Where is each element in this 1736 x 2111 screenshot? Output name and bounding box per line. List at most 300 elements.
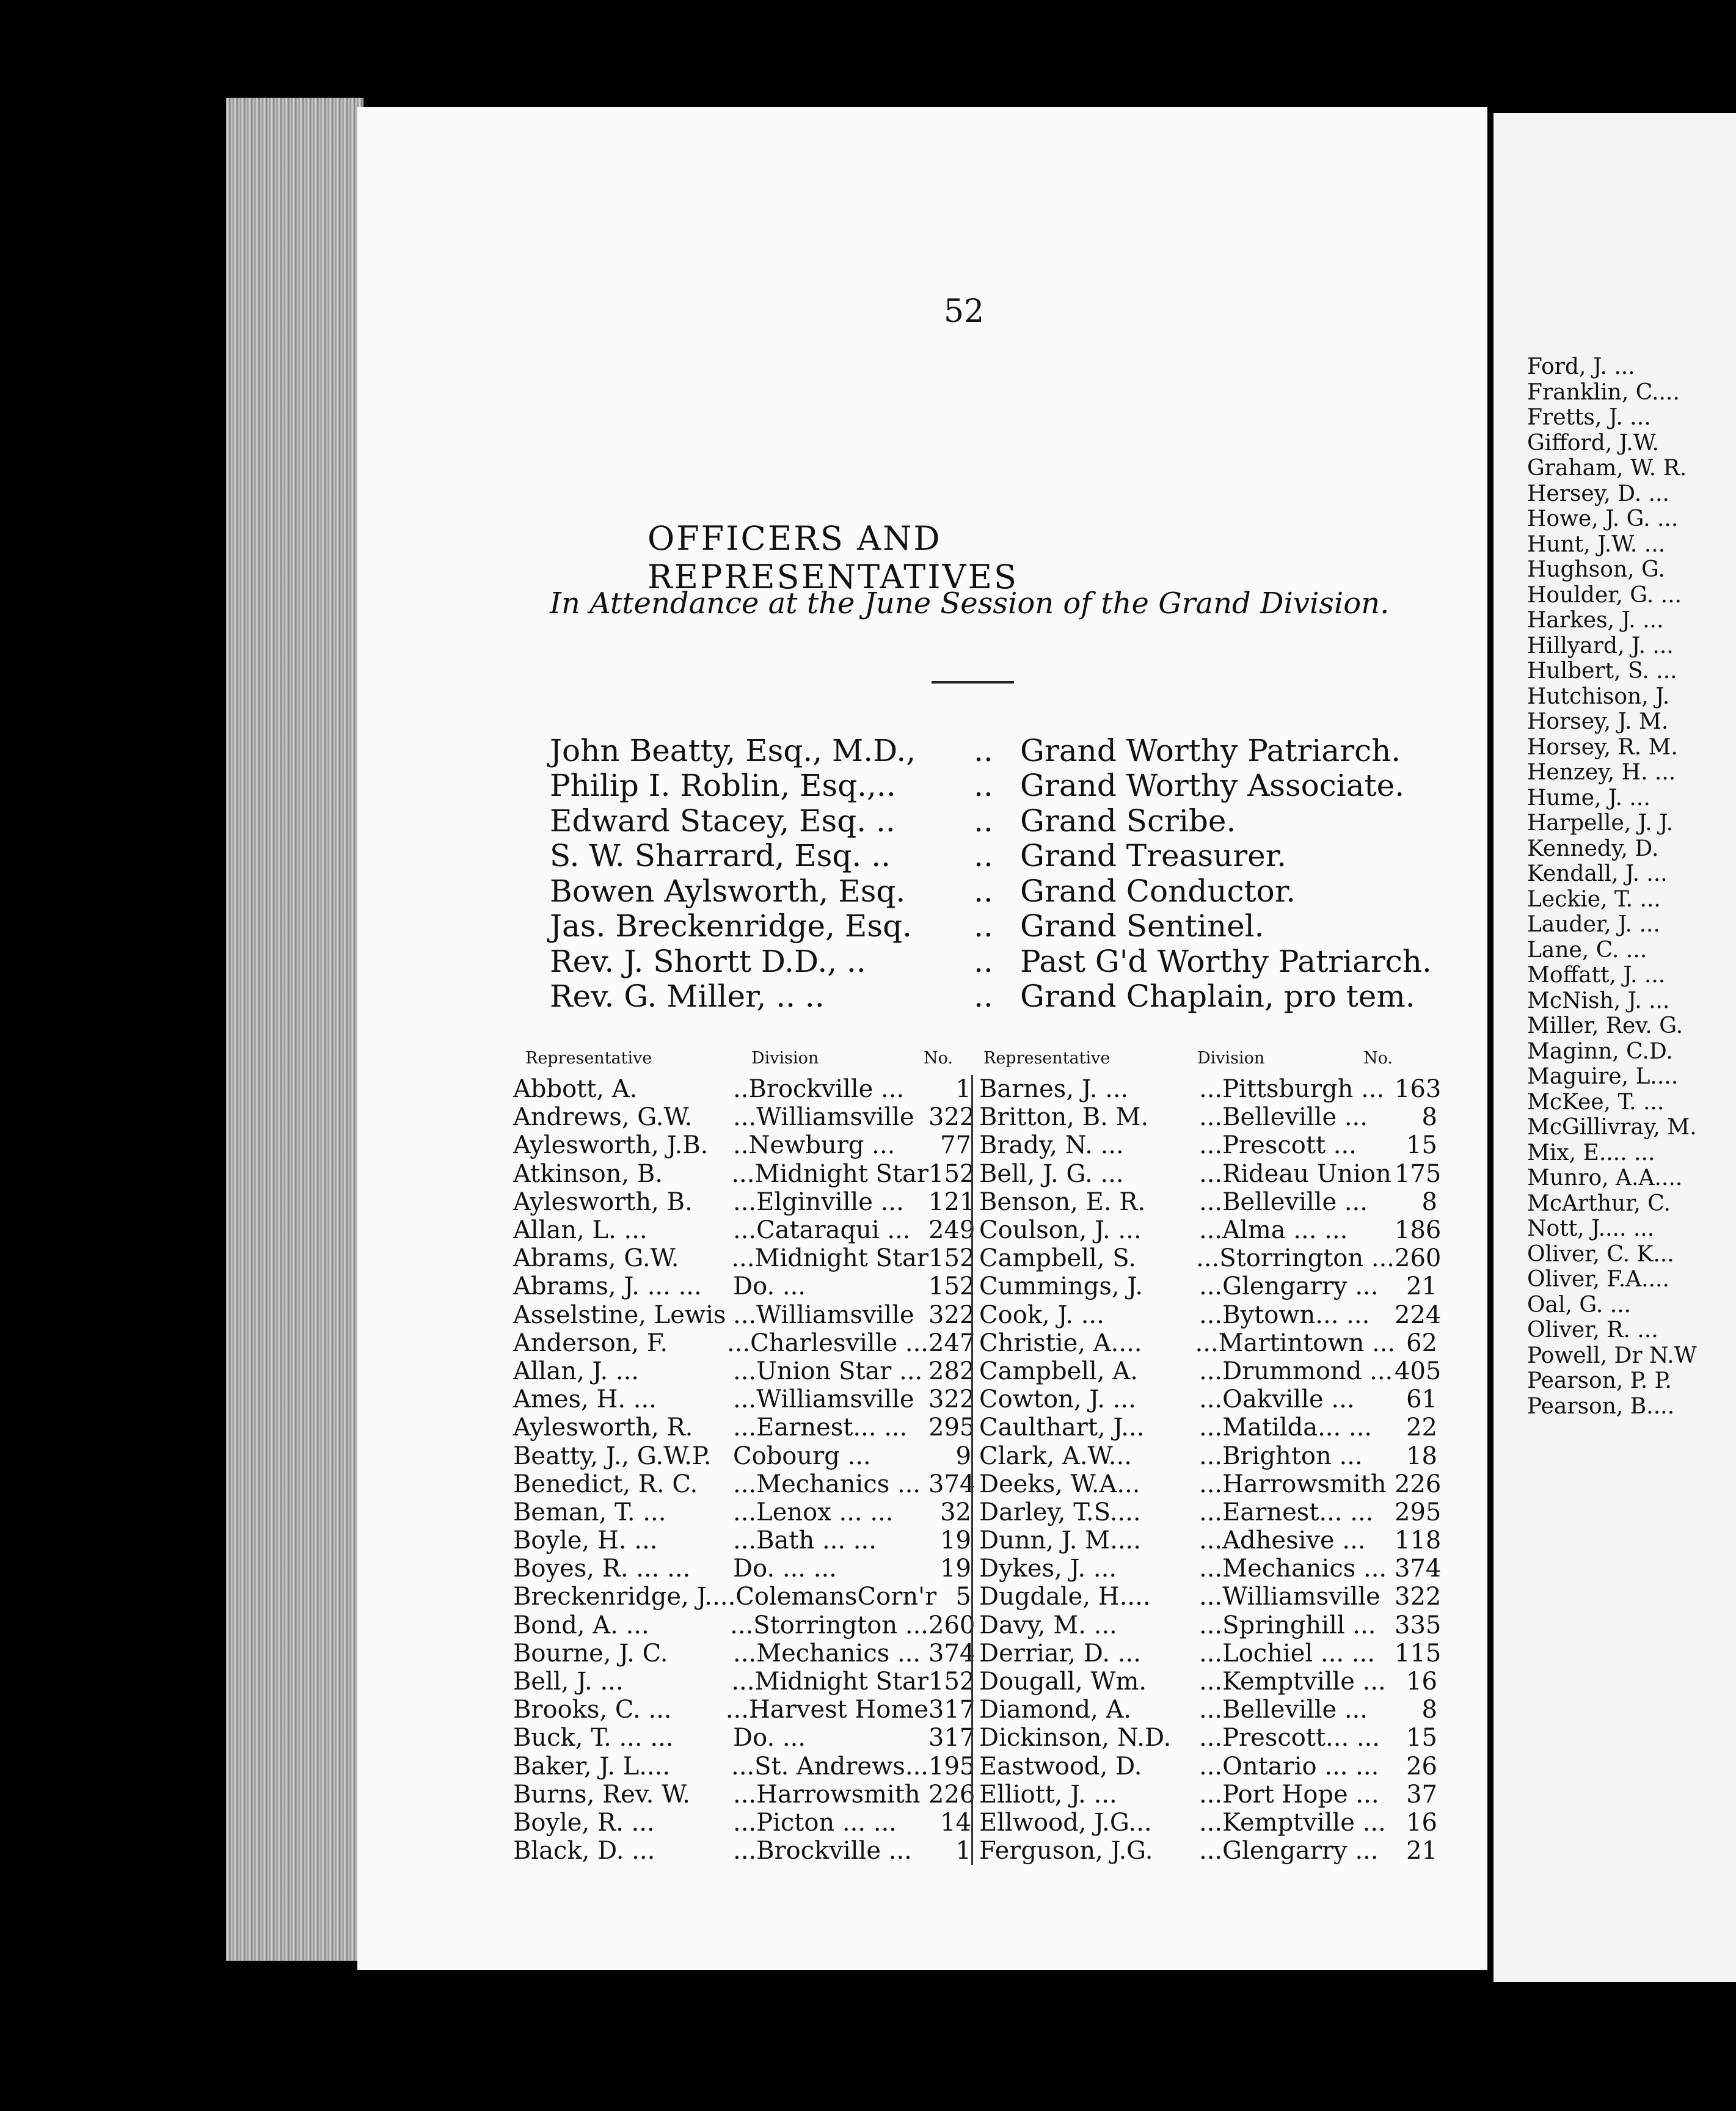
representatives-right-column [971, 1075, 1442, 1865]
representative-division: ...Harrowsmith [733, 1780, 921, 1809]
table-row [513, 1526, 971, 1555]
table-row [513, 1696, 976, 1724]
officer-name: S. W. Sharrard, Esq. .. [550, 838, 891, 874]
representative-division: ...Brockville ... [733, 1837, 912, 1865]
table-row [979, 1188, 1437, 1216]
officer-office: Grand Chaplain, pro tem. [1020, 979, 1415, 1015]
representative-name: Benson, E. R. [979, 1187, 1146, 1216]
representative-division: ...Kemptville ... [1199, 1668, 1386, 1696]
list-item: Mix, E.... ... [1527, 1140, 1655, 1165]
list-item: Hunt, J.W. ... [1527, 531, 1666, 557]
list-item: Harkes, J. ... [1527, 608, 1664, 633]
representative-name: Boyes, R. ... ... [513, 1555, 691, 1583]
list-item: Oliver, F.A.... [1527, 1267, 1669, 1292]
representative-name: Dougall, Wm. [979, 1668, 1147, 1696]
list-item: Harpelle, J. J. [1527, 811, 1674, 836]
officer-office: Past G'd Worthy Patriarch. [1020, 943, 1432, 979]
list-item: Maguire, L.... [1527, 1064, 1679, 1090]
representative-name: Barnes, J. ... [979, 1075, 1129, 1104]
table-row [979, 1639, 1442, 1668]
representative-division: ...Lenox ... ... [733, 1498, 894, 1526]
representative-no: 118 [1395, 1526, 1442, 1555]
representatives-table [513, 1041, 1442, 1865]
list-item: Lane, C. ... [1527, 937, 1647, 963]
representative-division: ...Belleville ... [1199, 1696, 1368, 1724]
table-row [513, 1639, 976, 1668]
list-item: Horsey, R. M. [1527, 734, 1678, 760]
table-row [513, 1555, 971, 1583]
representative-no: 152 [928, 1668, 976, 1696]
representative-no: 121 [928, 1187, 976, 1216]
table-row [513, 1724, 976, 1752]
divider-rule [932, 681, 1014, 684]
representative-division: ...Bytown... ... [1199, 1300, 1370, 1329]
representative-no: 152 [928, 1159, 976, 1188]
representative-division: ...Prescott... ... [1199, 1724, 1380, 1752]
representative-name: Dickinson, N.D. [979, 1724, 1172, 1752]
officer-row [550, 839, 1435, 874]
table-row [979, 1837, 1437, 1865]
representative-division: ...Mechanics ... [733, 1639, 921, 1668]
representative-no: 175 [1395, 1159, 1442, 1188]
officer-office: Grand Sentinel. [1020, 908, 1264, 944]
officer-leader-dots: .. [974, 943, 993, 979]
representative-no: 18 [1406, 1442, 1437, 1470]
representative-division: ...Mechanics ... [733, 1470, 921, 1498]
representative-division: ...Adhesive ... [1199, 1526, 1366, 1555]
representative-no: 374 [928, 1470, 976, 1498]
table-row [979, 1357, 1442, 1385]
representative-division: ...Earnest... ... [733, 1413, 908, 1442]
representative-division: ...Kemptville ... [1199, 1808, 1386, 1837]
representative-division: ...Midnight Star [731, 1159, 928, 1188]
representative-no: 115 [1395, 1639, 1442, 1668]
representative-no: 249 [928, 1216, 976, 1245]
table-row [513, 1357, 976, 1385]
representative-no: 8 [1421, 1103, 1437, 1132]
table-row [513, 1470, 976, 1498]
table-row [979, 1329, 1437, 1357]
list-item: Kennedy, D. [1527, 836, 1659, 861]
representative-name: Bourne, J. C. [513, 1639, 668, 1668]
officer-leader-dots: .. [974, 732, 993, 768]
representative-name: Clark, A.W... [979, 1442, 1132, 1470]
representative-name: Asselstine, Lewis [513, 1300, 726, 1329]
officer-office: Grand Worthy Patriarch. [1020, 732, 1401, 768]
representative-no: 260 [1395, 1244, 1442, 1273]
representative-division: ...Prescott ... [1199, 1131, 1357, 1160]
representative-name: Ellwood, J.G... [979, 1808, 1152, 1837]
representative-no: 226 [928, 1780, 976, 1809]
list-item: Hulbert, S. ... [1527, 658, 1677, 684]
representative-name: Burns, Rev. W. [513, 1780, 690, 1809]
list-item: Henzey, H. ... [1527, 760, 1676, 786]
representative-name: Darley, T.S.... [979, 1498, 1141, 1526]
representative-no: 260 [928, 1611, 976, 1639]
table-row [513, 1780, 976, 1809]
representative-no: 61 [1406, 1385, 1437, 1414]
table-row [979, 1159, 1442, 1188]
representative-division: ...Cataraqui ... [733, 1216, 911, 1245]
representative-name: Campbell, S. [979, 1244, 1136, 1273]
representative-division: ...Port Hope ... [1199, 1780, 1379, 1809]
representative-division: ...Bath ... ... [733, 1526, 877, 1555]
list-item: Horsey, J. M. [1527, 709, 1669, 735]
representative-name: Brady, N. ... [979, 1131, 1124, 1160]
representative-division: ...Glengarry ... [1199, 1272, 1379, 1301]
table-row [979, 1300, 1442, 1329]
officer-name: Philip I. Roblin, Esq.,.. [550, 768, 896, 804]
list-item: Munro, A.A.... [1527, 1165, 1683, 1191]
representative-no: 19 [940, 1526, 971, 1555]
table-row [979, 1470, 1442, 1498]
officer-name: John Beatty, Esq., M.D., [550, 732, 916, 768]
table-row [979, 1103, 1437, 1131]
representative-division: ...Harrowsmith [1199, 1470, 1387, 1498]
table-row [513, 1159, 976, 1188]
representative-division: ...Storrington ... [730, 1611, 928, 1639]
representative-name: Bell, J. ... [513, 1668, 624, 1696]
representative-division: ...Brighton ... [1199, 1442, 1363, 1470]
representative-no: 186 [1395, 1216, 1442, 1245]
table-row [979, 1583, 1442, 1611]
representative-no: 16 [1406, 1808, 1437, 1837]
table-row [513, 1611, 976, 1639]
representative-division: ...Williamsville [733, 1300, 914, 1329]
table-row [979, 1244, 1442, 1273]
representative-no: 374 [1395, 1555, 1442, 1583]
table-row [513, 1668, 976, 1696]
representative-name: Abrams, G.W. [513, 1244, 679, 1273]
representative-name: Boyle, H. ... [513, 1526, 658, 1555]
list-item: Powell, Dr N.W [1527, 1343, 1697, 1368]
list-item: Hughson, G. [1527, 557, 1665, 583]
table-row [979, 1526, 1442, 1555]
table-row [513, 1272, 976, 1301]
representative-name: Buck, T. ... ... [513, 1724, 674, 1752]
representative-name: Aylesworth, R. [513, 1413, 693, 1442]
next-page-index-list [1527, 354, 1735, 1419]
table-row [979, 1442, 1437, 1470]
representative-division: ...Martintown ... [1195, 1329, 1396, 1357]
list-item: Hillyard, J. ... [1527, 633, 1674, 658]
list-item: McArthur, C. [1527, 1190, 1671, 1216]
officer-office: Grand Scribe. [1020, 803, 1236, 839]
officer-office: Grand Treasurer. [1020, 838, 1287, 874]
table-row [979, 1385, 1437, 1413]
header-representative-left: Representative [525, 1049, 652, 1068]
representative-division: ...Midnight Star [731, 1668, 928, 1696]
representative-no: 322 [928, 1300, 976, 1329]
officer-leader-dots: .. [974, 768, 993, 804]
table-row [513, 1300, 976, 1329]
right-page [1487, 113, 1736, 1982]
officer-office: Grand Worthy Associate. [1020, 768, 1405, 804]
representative-no: 322 [928, 1385, 976, 1414]
list-item: Pearson, P. P. [1527, 1368, 1672, 1394]
officer-name: Rev. J. Shortt D.D., .. [550, 943, 866, 979]
officer-leader-dots: .. [974, 803, 993, 839]
list-item: Hutchison, J. [1527, 684, 1670, 709]
representative-no: 1 [955, 1837, 971, 1865]
representative-division: Cobourg ... [733, 1442, 871, 1470]
heading-subtitle: In Attendance at the June Session of the Grand Division. [550, 586, 1390, 621]
table-row [979, 1555, 1442, 1583]
representative-division: ...Lochiel ... ... [1199, 1639, 1375, 1668]
representative-division: ...Rideau Union [1199, 1159, 1391, 1188]
representative-division: Do. ... ... [733, 1555, 837, 1583]
table-row [979, 1724, 1437, 1752]
table-headers [513, 1041, 1429, 1075]
representative-no: 317 [928, 1724, 976, 1752]
representative-no: 152 [928, 1272, 976, 1301]
representative-division: ...Pittsburgh ... [1199, 1075, 1385, 1104]
officer-row [550, 803, 1435, 839]
table-row [979, 1696, 1437, 1724]
header-no-left: No. [924, 1049, 953, 1068]
list-item: Gifford, J.W. [1527, 430, 1659, 456]
representative-name: Dugdale, H.... [979, 1583, 1151, 1611]
table-row [979, 1668, 1437, 1696]
table-row [513, 1752, 976, 1781]
officer-leader-dots: .. [974, 979, 993, 1015]
representative-no: 15 [1406, 1131, 1437, 1160]
representative-name: Diamond, A. [979, 1696, 1132, 1724]
officer-name: Bowen Aylsworth, Esq. [550, 873, 906, 909]
table-row [979, 1611, 1442, 1639]
officer-leader-dots: .. [974, 838, 993, 874]
representative-division: ...Picton ... ... [733, 1808, 897, 1837]
representative-name: Dunn, J. M.... [979, 1526, 1141, 1555]
table-row [513, 1837, 971, 1865]
table-row [513, 1413, 976, 1442]
representative-name: Anderson, F. [513, 1329, 668, 1357]
representative-name: Beman, T. ... [513, 1498, 666, 1526]
representative-no: 335 [1395, 1611, 1442, 1639]
table-row [979, 1216, 1442, 1245]
table-row [513, 1498, 971, 1526]
officer-row [550, 768, 1435, 804]
representative-name: Breckenridge, J. [513, 1583, 713, 1611]
representative-name: Abrams, J. ... ... [513, 1272, 702, 1301]
representative-name: Ames, H. ... [513, 1385, 657, 1414]
table-row [513, 1187, 976, 1216]
representative-no: 282 [928, 1357, 976, 1385]
table-row [513, 1131, 971, 1159]
representative-no: 295 [1395, 1498, 1442, 1526]
book-page-edge [226, 98, 363, 1961]
representative-no: 8 [1421, 1696, 1437, 1724]
representative-no: 247 [928, 1329, 976, 1357]
representative-no: 5 [955, 1583, 971, 1611]
officer-row [550, 873, 1435, 909]
representative-no: 37 [1406, 1780, 1437, 1809]
list-item: Pearson, B.... [1527, 1393, 1675, 1419]
representative-no: 226 [1395, 1470, 1442, 1498]
table-row [979, 1752, 1437, 1781]
representative-name: Black, D. ... [513, 1837, 655, 1865]
representatives-left-column [513, 1075, 976, 1865]
table-row [513, 1075, 971, 1103]
representative-division: ...Matilda... ... [1199, 1413, 1373, 1442]
list-item: Maginn, C.D. [1527, 1038, 1673, 1064]
representative-no: 374 [928, 1639, 976, 1668]
representative-name: Eastwood, D. [979, 1752, 1142, 1781]
table-row [513, 1583, 971, 1611]
representative-no: 322 [1395, 1583, 1442, 1611]
table-row [979, 1272, 1437, 1300]
representative-division: Do. ... [733, 1724, 806, 1752]
representative-no: 22 [1406, 1413, 1437, 1442]
representative-name: Caulthart, J... [979, 1413, 1145, 1442]
representative-no: 26 [1406, 1752, 1437, 1781]
officer-row [550, 979, 1435, 1015]
representative-name: Atkinson, B. [513, 1159, 663, 1188]
officer-name: Jas. Breckenridge, Esq. [550, 908, 912, 944]
table-row [979, 1809, 1437, 1837]
representative-name: Aylesworth, J.B. [513, 1131, 709, 1160]
representative-name: Brooks, C. ... [513, 1696, 672, 1724]
representative-name: Britton, B. M. [979, 1103, 1149, 1132]
representative-no: 8 [1421, 1187, 1437, 1216]
list-item: Ford, J. ... [1527, 354, 1635, 380]
table-row [513, 1244, 976, 1273]
representative-name: Campbell, A. [979, 1357, 1138, 1385]
officer-row [550, 944, 1435, 979]
representative-name: Coulson, J. ... [979, 1216, 1142, 1245]
representative-division: ...Harvest Home [725, 1696, 928, 1724]
table-row [513, 1442, 971, 1470]
officer-row [550, 909, 1435, 944]
representative-no: 163 [1395, 1075, 1442, 1104]
officer-name: Rev. G. Miller, .. .. [550, 979, 825, 1015]
representative-division: ...Oakville ... [1199, 1385, 1355, 1414]
header-no-right: No. [1363, 1049, 1393, 1068]
officer-leader-dots: .. [974, 908, 993, 944]
list-item: Oal, G. ... [1527, 1292, 1632, 1318]
representative-division: ...Williamsville [1199, 1583, 1380, 1611]
representative-division: ...ColemansCorn'r [712, 1583, 937, 1611]
representative-name: Bond, A. ... [513, 1611, 649, 1639]
representative-no: 322 [928, 1103, 976, 1132]
list-item: Oliver, R. ... [1527, 1318, 1658, 1343]
representative-division: ...Charlesville ... [727, 1329, 928, 1357]
representative-no: 317 [928, 1696, 976, 1724]
representative-no: 21 [1406, 1837, 1437, 1865]
representative-no: 15 [1406, 1724, 1437, 1752]
representative-no: 32 [940, 1498, 971, 1526]
representative-name: Allan, J. ... [513, 1357, 640, 1385]
officer-leader-dots: .. [974, 873, 993, 909]
officer-row [550, 733, 1435, 768]
representative-name: Allan, L. ... [513, 1216, 647, 1245]
representative-division: ...Earnest... ... [1199, 1498, 1374, 1526]
list-item: Moffatt, J. ... [1527, 963, 1666, 988]
table-row [513, 1329, 976, 1357]
representative-name: Davy, M. ... [979, 1611, 1117, 1639]
representative-no: 295 [928, 1413, 976, 1442]
representative-division: ...St. Andrews... [731, 1752, 928, 1781]
representative-division: ...Elginville ... [733, 1187, 904, 1216]
officer-name: Edward Stacey, Esq. .. [550, 803, 895, 839]
representative-division: ...Union Star ... [733, 1357, 923, 1385]
representative-division: ...Storrington ... [1196, 1244, 1395, 1273]
header-representative-right: Representative [983, 1049, 1111, 1068]
table-row [513, 1216, 976, 1245]
table-row [979, 1781, 1437, 1809]
table-row [979, 1131, 1437, 1159]
representative-name: Dykes, J. ... [979, 1555, 1117, 1583]
representative-no: 152 [928, 1244, 976, 1273]
representative-name: Cowton, J. ... [979, 1385, 1136, 1414]
officer-office: Grand Conductor. [1020, 873, 1296, 909]
representative-division: ...Williamsville [733, 1385, 914, 1414]
representative-no: 405 [1395, 1357, 1442, 1385]
representative-division: ...Springhill ... [1199, 1611, 1376, 1639]
list-item: McKee, T. ... [1527, 1089, 1665, 1115]
representative-name: Abbott, A. [513, 1075, 638, 1104]
page-number: 52 [944, 293, 985, 330]
table-row [513, 1809, 971, 1837]
table-row [979, 1498, 1442, 1526]
representative-no: 21 [1406, 1272, 1437, 1301]
list-item: Leckie, T. ... [1527, 886, 1661, 912]
list-item: Graham, W. R. [1527, 456, 1687, 481]
representative-division: ...Glengarry ... [1199, 1837, 1379, 1865]
table-row [513, 1385, 976, 1414]
representatives-columns [513, 1075, 1442, 1865]
list-item: McNish, J. ... [1527, 988, 1670, 1013]
representative-no: 9 [955, 1442, 971, 1470]
representative-division: ...Ontario ... ... [1199, 1752, 1379, 1781]
header-division-right: Division [1197, 1049, 1265, 1068]
representative-division: ...Belleville ... [1199, 1187, 1368, 1216]
representative-name: Andrews, G.W. [513, 1103, 693, 1132]
representative-no: 195 [928, 1752, 976, 1781]
representative-name: Benedict, R. C. [513, 1470, 698, 1498]
representative-name: Christie, A.... [979, 1329, 1142, 1357]
list-item: Houlder, G. ... [1527, 582, 1682, 608]
list-item: Lauder, J. ... [1527, 912, 1660, 938]
representative-name: Aylesworth, B. [513, 1187, 693, 1216]
representative-no: 224 [1395, 1300, 1442, 1329]
representative-division: ...Williamsville [733, 1103, 914, 1132]
list-item: Fretts, J. ... [1527, 405, 1651, 431]
list-item: Howe, J. G. ... [1527, 506, 1679, 532]
representative-division: ...Mechanics ... [1199, 1555, 1387, 1583]
representative-division: ...Belleville ... [1199, 1103, 1368, 1132]
representative-division: ...Drummond ... [1199, 1357, 1393, 1385]
list-item: Miller, Rev. G. [1527, 1013, 1683, 1039]
representative-division: ...Midnight Star [731, 1244, 928, 1273]
representative-name: Boyle, R. ... [513, 1808, 655, 1837]
representative-name: Bell, J. G. ... [979, 1159, 1124, 1188]
heading-title: OFFICERS AND REPRESENTATIVES [647, 519, 1019, 596]
representative-division: Do. ... [733, 1272, 806, 1301]
list-item: McGillivray, M. [1527, 1115, 1697, 1140]
representative-no: 16 [1406, 1668, 1437, 1696]
list-item: Franklin, C.... [1527, 379, 1680, 405]
representative-no: 77 [940, 1131, 971, 1160]
header-division-left: Division [751, 1049, 819, 1068]
representative-no: 19 [940, 1555, 971, 1583]
list-item: Nott, J.... ... [1527, 1216, 1655, 1242]
table-row [979, 1413, 1437, 1442]
list-item: Oliver, C. K... [1527, 1241, 1674, 1267]
officers-list [550, 733, 1435, 1014]
representative-division: ...Alma ... ... [1199, 1216, 1348, 1245]
representative-name: Cook, J. ... [979, 1300, 1104, 1329]
